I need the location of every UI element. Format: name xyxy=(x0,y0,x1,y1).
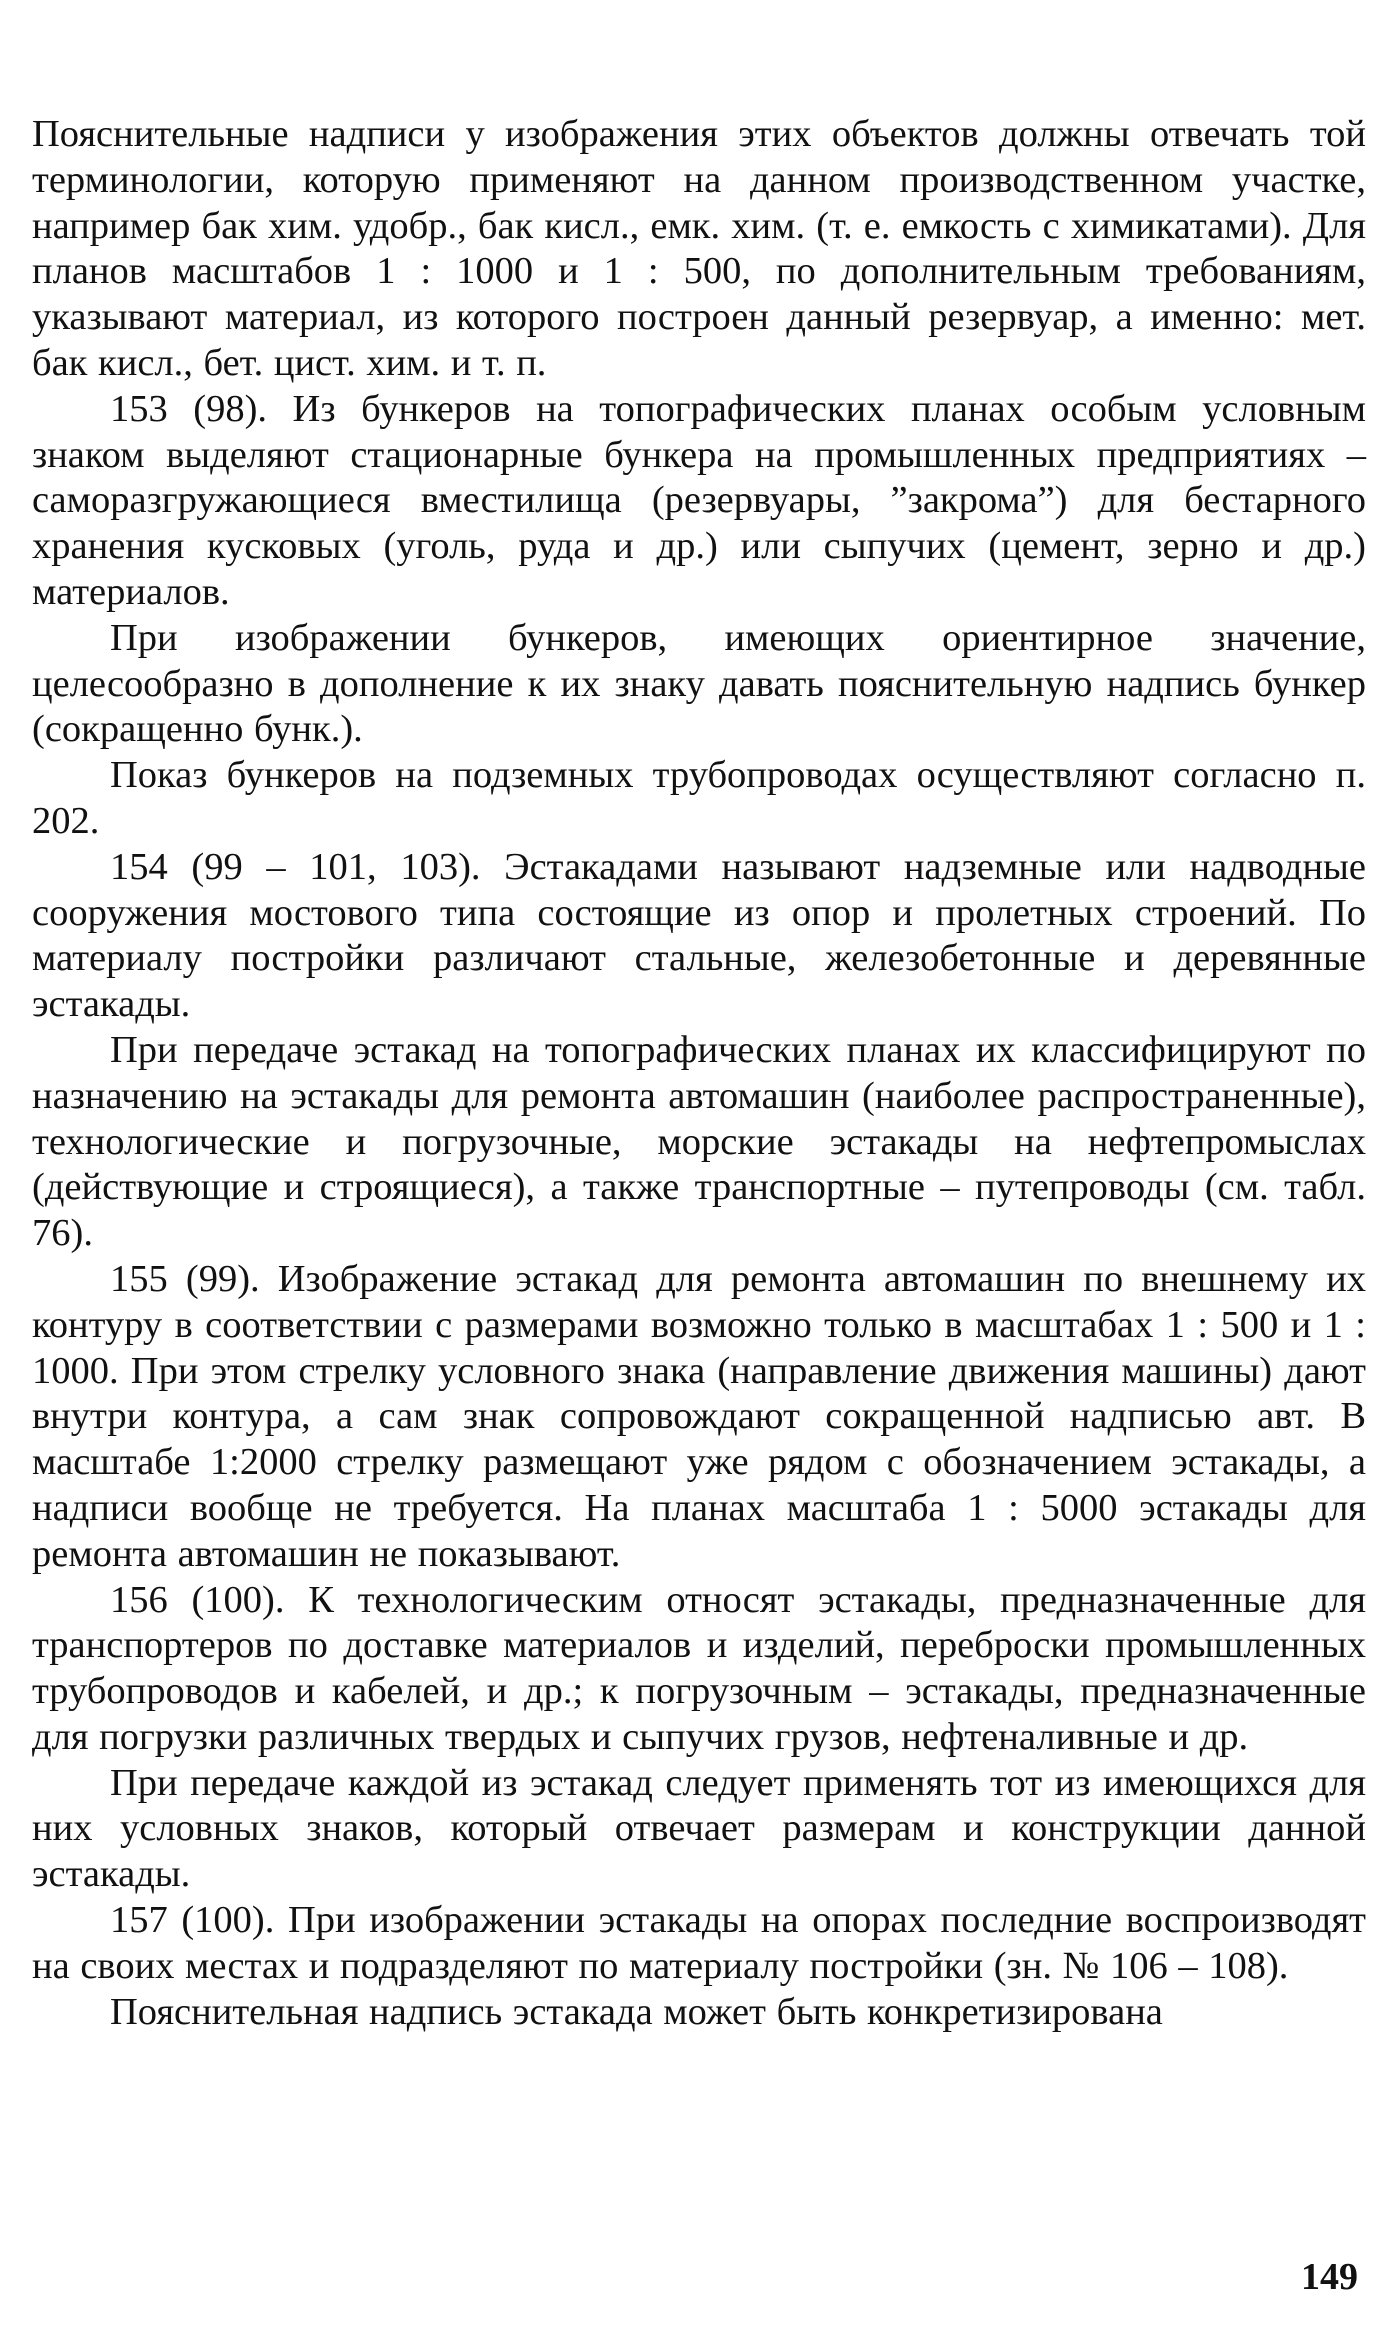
paragraph-estakada-symbols: При передаче каждой из эстакад следует применять тот из имеющихся для них условных знаков, который отвечает размерам и конструкции данной эстакады. xyxy=(32,1761,1366,1896)
paragraph-bunker-underground: Показ бункеров на подземных трубопроводах осуществляют согласно п. 202. xyxy=(32,754,1366,842)
paragraph-bunker-label: При изображении бункеров, имеющих ориентирное значение, целесообразно в дополнение к их знаку давать пояснительную надпись бункер (сокращенно бунк.). xyxy=(32,616,1366,751)
page-body xyxy=(32,112,1366,2035)
paragraph-153: 153 (98). Из бункеров на топографических планах особым условным знаком выделяют стационарные бункера на промышленных предприятиях – саморазгружающиеся вместилища (резервуары, ”закрома”) для бестарного хранения кусковых (уголь, руда и др.) или сыпучих (цемент, зерно и др.) материалов. xyxy=(32,387,1366,613)
paragraph-continuation: Пояснительные надписи у изображения этих объектов должны отвечать той терминологии, которую применяют на данном производственном участке, например бак хим. удобр., бак кисл., емк. хим. (т. е. емкость с химикатами). Для планов масштабов 1 : 1000 и 1 : 500, по дополнительным требованиям, указывают материал, из которого построен данный резервуар, а именно: мет. бак кисл., бет. цист. хим. и т. п. xyxy=(32,113,1366,384)
paragraph-156: 156 (100). К технологическим относят эстакады, предназначенные для транспортеров по доставке материалов и изделий, переброски промышленных трубопроводов и кабелей, и др.; к погрузочным – эстакады, предназначенные для погрузки различных твердых и сыпучих грузов, нефтеналивные и др. xyxy=(32,1578,1366,1758)
paragraph-154: 154 (99 – 101, 103). Эстакадами называют надземные или надводные сооружения мостового типа состоящие из опор и пролетных строений. По материалу постройки различают стальные, железобетонные и деревянные эстакады. xyxy=(32,845,1366,1026)
page-number: 149 xyxy=(1301,2256,1358,2298)
paragraph-157: 157 (100). При изображении эстакады на опорах последние воспроизводят на своих местах и подразделяют по материалу постройки (зн. № 106 – 108). xyxy=(32,1899,1366,1987)
paragraph-155: 155 (99). Изображение эстакад для ремонта автомашин по внешнему их контуру в соответствии с размерами возможно только в масштабах 1 : 500 и 1 : 1000. При этом стрелку условного знака (направление движения машины) дают внутри контура, а сам знак сопровождают сокращенной надписью авт. В масштабе 1:2000 стрелку размещают уже рядом с обозначением эстакады, а надписи вообще не требуется. На планах масштаба 1 : 5000 эстакады для ремонта автомашин не показывают. xyxy=(32,1257,1366,1575)
paragraph-estakada-classification: При передаче эстакад на топографических планах их классифицируют по назначению на эстакады для ремонта автомашин (наиболее распространенные), технологические и погрузочные, морские эстакады на нефтепромыслах (действующие и строящиеся), а также транспортные – путепроводы (см. табл. 76). xyxy=(32,1028,1366,1255)
paragraph-estakada-label: Пояснительная надпись эстакада может быть конкретизирована xyxy=(110,1990,1163,2033)
